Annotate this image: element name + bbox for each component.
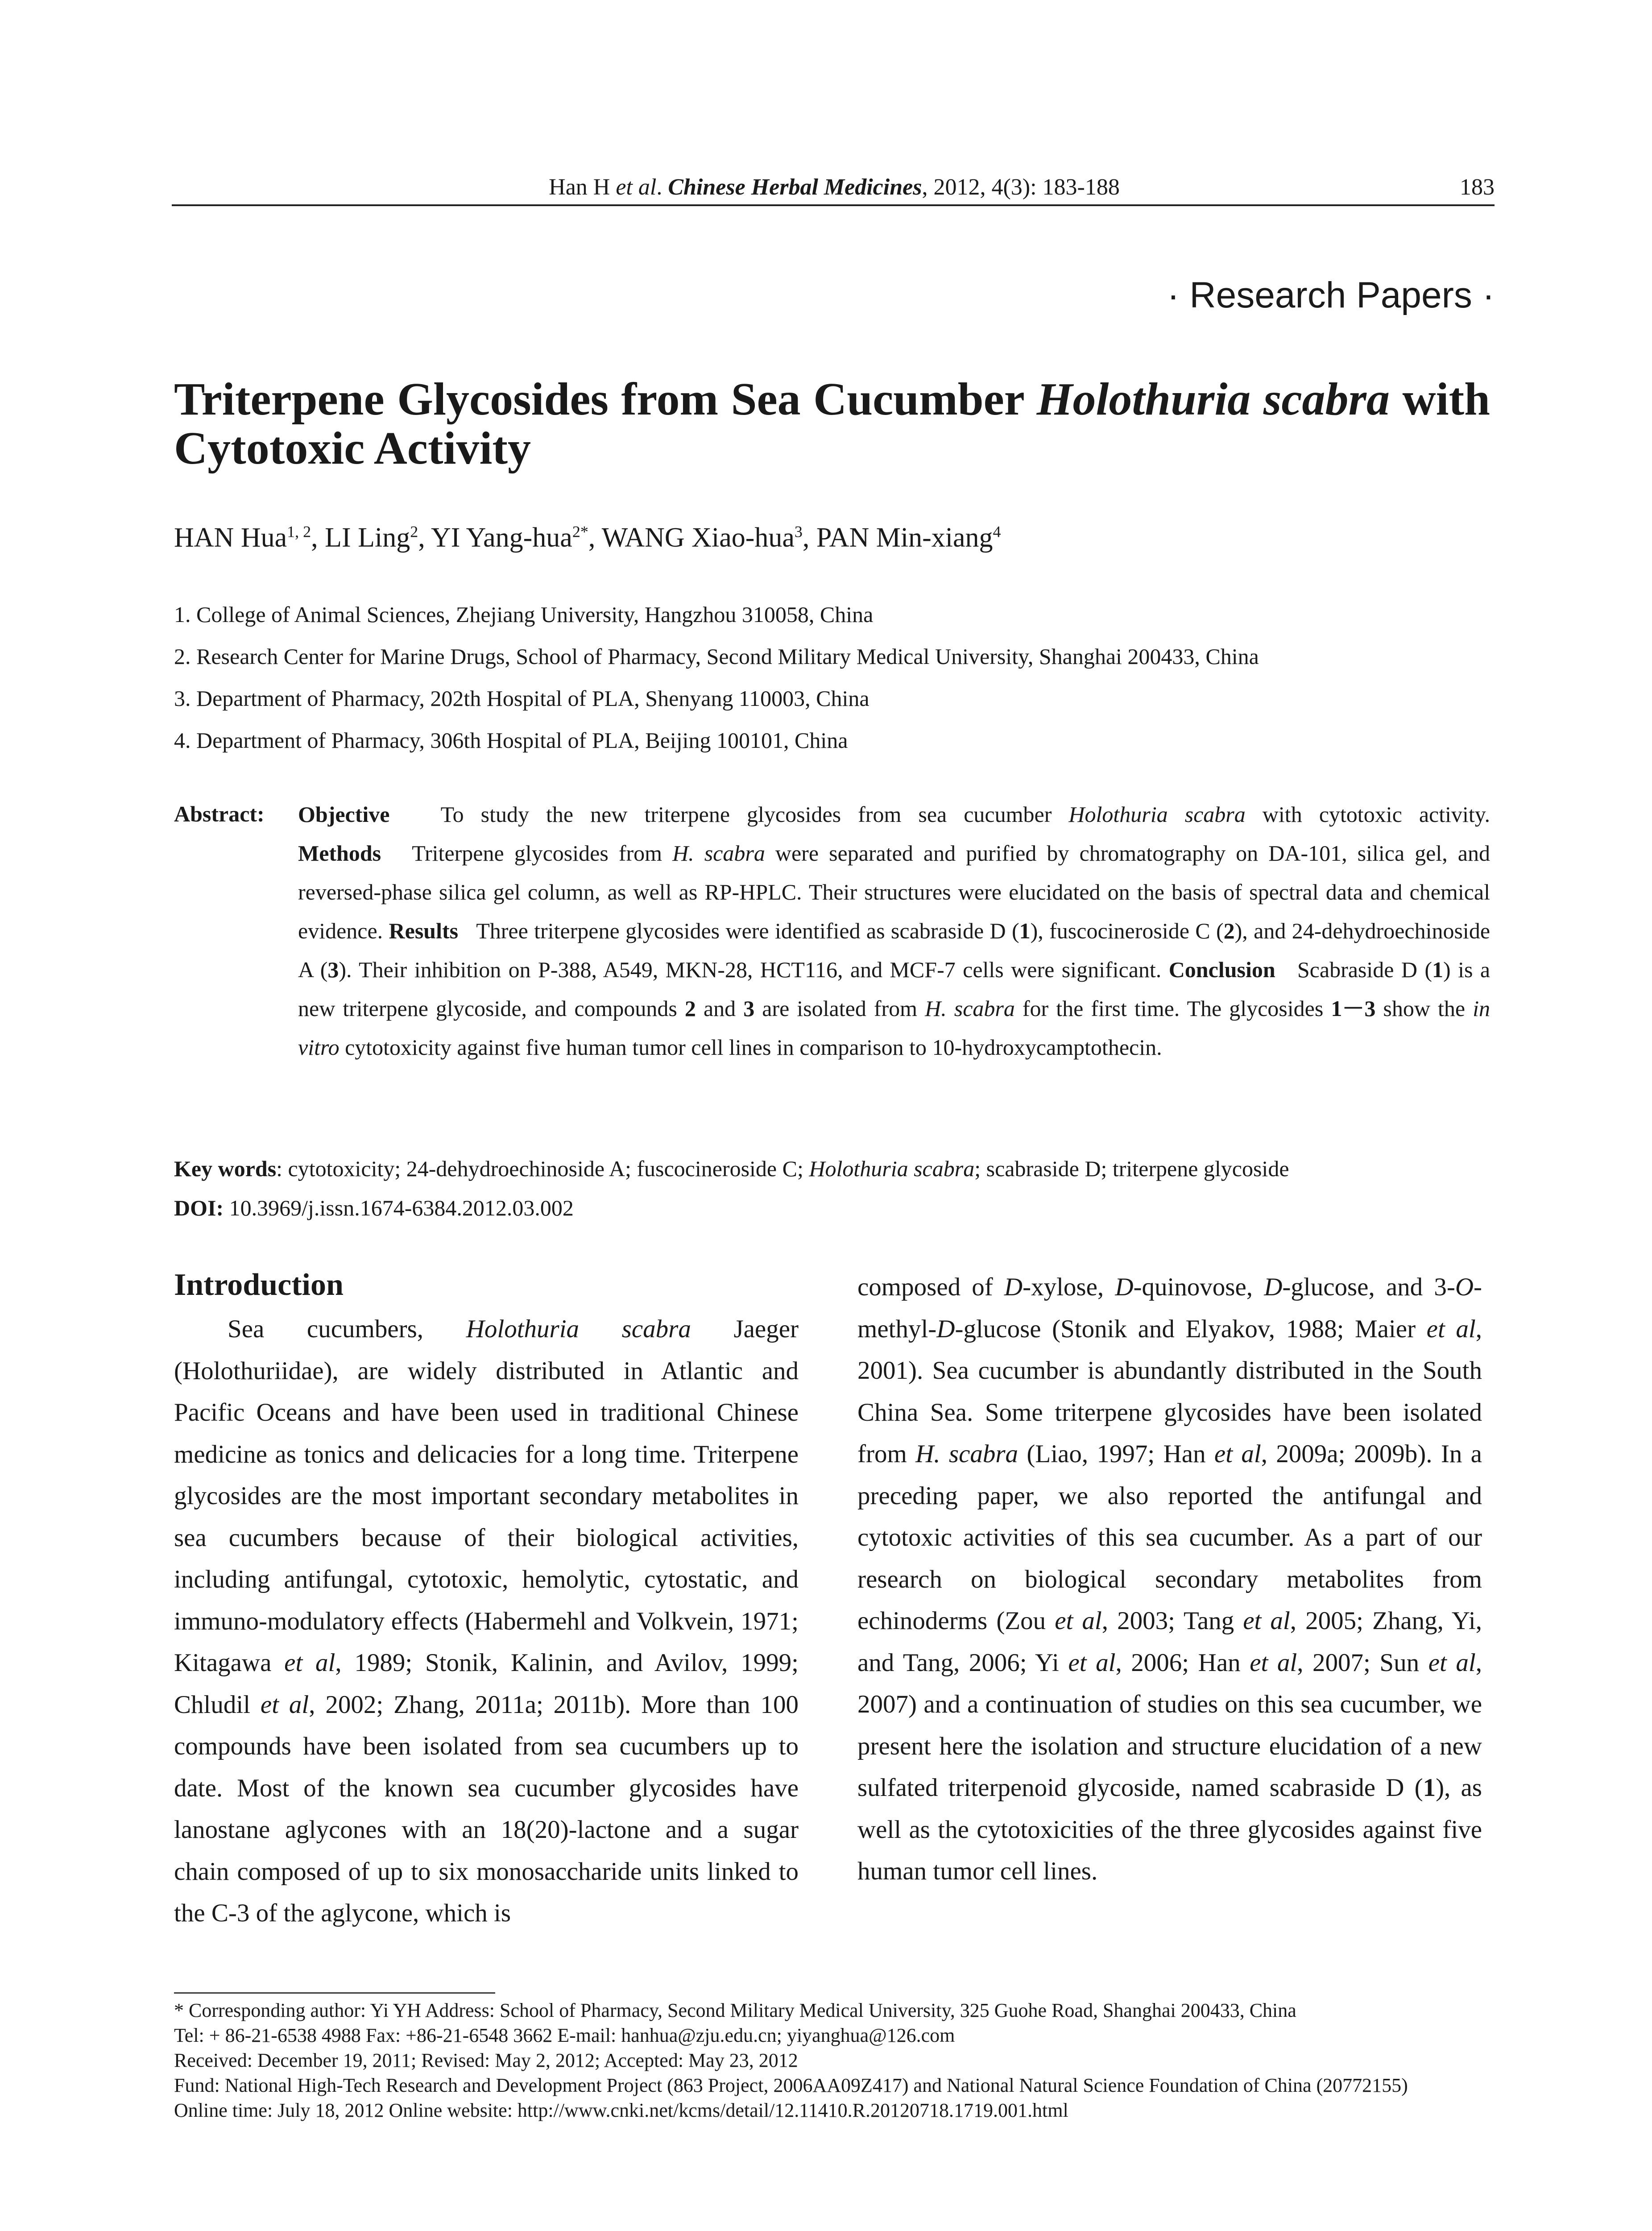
intro-paragraph bbox=[174, 1308, 799, 1934]
species-name: Holothuria scabra bbox=[809, 1156, 975, 1181]
affiliation: 1. College of Animal Sciences, Zhejiang University, Hangzhou 310058, China bbox=[174, 602, 874, 627]
doi-line bbox=[174, 1188, 1490, 1227]
et-al: et al bbox=[1428, 1648, 1476, 1677]
affiliation: 3. Department of Pharmacy, 202th Hospital of PLA, Shenyang 110003, China bbox=[174, 686, 869, 711]
citation-author: Han H bbox=[549, 174, 616, 200]
body-text: Jaeger (Holothuriidae), are widely distributed in Atlantic and Pacific Oceans and have been used in traditional Chinese medicine as tonics and delicacies for a long time. Triterpene glycosides are the most important secondary metabolites in sea cucumbers because of their biological activities, including antifungal, cytotoxic, hemolytic, cytostatic, and immuno-modulatory effects (Habermehl and Volkvein, 1971; Kitagawa bbox=[174, 1315, 799, 1677]
title-species: Holothuria scabra bbox=[1036, 373, 1390, 425]
title-text-2: with Cytotoxic Activity bbox=[174, 373, 1490, 474]
abstract-text: were separated and purified by chromatography on DA-101, silica gel, and reversed-phase silica gel column, as well as RP-HPLC. Their structures were elucidated on the basis of spectral data and chemical evidence. bbox=[298, 841, 1490, 943]
body-text: ), as well as the cytotoxicities of the three glycosides against five human tumor cell lines. bbox=[857, 1774, 1482, 1885]
author-name: WANG Xiao-hua bbox=[601, 523, 795, 553]
body-text: (Liao, 1997; Han bbox=[1018, 1440, 1214, 1468]
locant: O bbox=[1455, 1273, 1474, 1301]
stereo-prefix: D bbox=[1115, 1273, 1134, 1301]
author bbox=[325, 523, 431, 553]
compound-number: 1 bbox=[1423, 1774, 1436, 1802]
compound-number: 1 bbox=[1432, 957, 1444, 982]
doi-value: 10.3969/j.issn.1674-6384.2012.03.002 bbox=[224, 1195, 574, 1220]
compound-number: 3 bbox=[327, 957, 339, 982]
intro-right-column bbox=[857, 1266, 1482, 1892]
keywords-label: Key words bbox=[174, 1156, 277, 1181]
abstract-text: Scabraside D ( bbox=[1297, 957, 1433, 982]
citation-line bbox=[174, 174, 1495, 200]
et-al: et al bbox=[1243, 1607, 1290, 1635]
body-text: , 2007) and a continuation of studies on this sea cucumber, we present here the isolation and structure elucidation of a new sulfated triterpenoid glycoside, named scabraside D ( bbox=[857, 1648, 1482, 1802]
keywords-text: : cytotoxicity; 24-dehydroechinoside A; fuscocineroside C; bbox=[276, 1156, 809, 1181]
citation-etal: et al bbox=[616, 174, 657, 200]
body-text: Sea cucumbers, bbox=[228, 1315, 466, 1343]
author-sep: , bbox=[802, 523, 816, 553]
et-al: et al bbox=[284, 1649, 335, 1677]
title-text-1: Triterpene Glycosides from Sea Cucumber bbox=[174, 373, 1037, 425]
author bbox=[602, 523, 816, 553]
page-number: 183 bbox=[1460, 174, 1495, 200]
corresponding-author: * Corresponding author: Yi YH Address: School of Pharmacy, Second Military Medical University, 325 Guohe Road, Shanghai 200433, China bbox=[174, 1999, 1296, 2021]
received-dates: Received: December 19, 2011; Revised: May 2, 2012; Accepted: May 23, 2012 bbox=[174, 2049, 798, 2071]
body-text: -glucose (Stonik and Elyakov, 1988; Maier bbox=[955, 1315, 1427, 1343]
compound-number: 2 bbox=[1223, 918, 1235, 943]
abstract-text: are isolated from bbox=[754, 996, 925, 1021]
abstract-text: To study the new triterpene glycosides from sea cucumber bbox=[440, 802, 1069, 827]
header-rule bbox=[172, 204, 1495, 206]
affiliation: 4. Department of Pharmacy, 306th Hospital of PLA, Beijing 100101, China bbox=[174, 728, 848, 753]
abstract-text: ) is a new triterpene glycoside, and compounds bbox=[298, 957, 1491, 1021]
species-name: Holothuria scabra bbox=[1068, 802, 1246, 827]
keywords-line bbox=[174, 1149, 1490, 1188]
author-list bbox=[174, 522, 1490, 554]
author-sep: , bbox=[588, 523, 602, 553]
abstract-text: cytotoxicity against five human tumor cell lines in comparison to 10-hydroxycamptothecin. bbox=[339, 1035, 1162, 1060]
funding: Fund: National High-Tech Research and Development Project (863 Project, 2006AA09Z417) and National Natural Science Foundation of China (20772155) bbox=[174, 2074, 1408, 2096]
author-name: HAN Hua bbox=[174, 523, 287, 553]
compound-number: 3 bbox=[743, 996, 755, 1021]
body-text: -methyl- bbox=[857, 1273, 1482, 1343]
stereo-prefix: D bbox=[1264, 1273, 1283, 1301]
body-text: , 2009a; 2009b). In a preceding paper, we also reported the antifungal and cytotoxic activities of this sea cucumber. As a part of our research on biological secondary metabolites from echinoderms (Zou bbox=[857, 1440, 1482, 1635]
et-al: et al bbox=[260, 1690, 309, 1719]
abstract-text: Three triterpene glycosides were identified as scabraside D ( bbox=[476, 918, 1019, 943]
abstract-text: ), fuscocineroside C ( bbox=[1030, 918, 1224, 943]
author-name: PAN Min-xiang bbox=[816, 523, 993, 553]
body-text: , 2005; Zhang, Yi, and Tang, 2006; Yi bbox=[857, 1607, 1482, 1677]
abstract-text: Triterpene glycosides from bbox=[412, 841, 673, 866]
author bbox=[174, 523, 325, 553]
abstract-text: and bbox=[696, 996, 744, 1021]
author-sep: , bbox=[311, 523, 325, 553]
footnote-rule bbox=[174, 1992, 495, 1994]
author-affil-sup: 4 bbox=[993, 523, 1001, 541]
body-text: -quinovose, bbox=[1133, 1273, 1264, 1301]
body-text: , 2003; Tang bbox=[1101, 1607, 1243, 1635]
author bbox=[431, 523, 602, 553]
paper-title bbox=[174, 375, 1490, 473]
abstract-text: ), and 24-dehydroechinoside A ( bbox=[298, 918, 1491, 982]
keywords-block bbox=[174, 1149, 1490, 1227]
body-text: , 1989; Stonik, Kalinin, and Avilov, 1999; Chludil bbox=[174, 1649, 799, 1719]
journal-name: Chinese Herbal Medicines bbox=[668, 174, 922, 200]
author-name: LI Ling bbox=[325, 523, 410, 553]
species-name: H. scabra bbox=[672, 841, 765, 866]
abstract-body bbox=[298, 795, 1490, 1067]
et-al: et al bbox=[1250, 1648, 1297, 1677]
body-text: , 2006; Han bbox=[1115, 1648, 1250, 1677]
affiliation-list bbox=[174, 593, 1490, 761]
author bbox=[816, 523, 1001, 553]
author-name: YI Yang-hua bbox=[431, 523, 572, 553]
in-vitro-term: in vitro bbox=[298, 996, 1491, 1060]
online-info: Online time: July 18, 2012 Online website: http://www.cnki.net/kcms/detail/12.11410.R.20120718.1719.001.html bbox=[174, 2099, 1068, 2121]
species-name: Holothuria scabra bbox=[466, 1315, 691, 1343]
intro-left-column bbox=[174, 1308, 799, 1934]
abstract-text: with cytotoxic activity. bbox=[1245, 802, 1491, 827]
section-tag: · Research Papers · bbox=[1167, 275, 1495, 315]
affiliation: 2. Research Center for Marine Drugs, School of Pharmacy, Second Military Medical University, Shanghai 200433, China bbox=[174, 644, 1259, 669]
citation-volume: , 2012, 4(3): 183-188 bbox=[922, 174, 1120, 200]
results-label: Results bbox=[389, 918, 459, 943]
author-affil-sup: 1, 2 bbox=[287, 523, 311, 541]
intro-paragraph-continued bbox=[857, 1266, 1482, 1892]
body-text: -glucose, and 3- bbox=[1282, 1273, 1455, 1301]
keywords-text: ; scabraside D; triterpene glycoside bbox=[974, 1156, 1289, 1181]
abstract-label: Abstract: bbox=[174, 801, 265, 826]
et-al: et al bbox=[1055, 1607, 1102, 1635]
stereo-prefix: D bbox=[936, 1315, 955, 1343]
author-affil-sup: 2 bbox=[410, 523, 418, 541]
contact-info: Tel: + 86-21-6538 4988 Fax: +86-21-6548 3662 E-mail: hanhua@zju.edu.cn; yiyanghua@126.com bbox=[174, 2024, 955, 2046]
species-name: H. scabra bbox=[915, 1440, 1019, 1468]
abstract-text: for the first time. The glycosides bbox=[1014, 996, 1331, 1021]
methods-label: Methods bbox=[298, 841, 381, 866]
introduction-heading: Introduction bbox=[174, 1268, 344, 1302]
body-text: -xylose, bbox=[1023, 1273, 1115, 1301]
abstract-text: show the bbox=[1375, 996, 1473, 1021]
author-affil-sup: 3 bbox=[794, 523, 803, 541]
objective-label: Objective bbox=[298, 802, 390, 827]
footnotes bbox=[174, 1998, 1490, 2123]
body-text: composed of bbox=[857, 1273, 1004, 1301]
citation-separator: . bbox=[656, 174, 668, 200]
compound-range: 1－3 bbox=[1331, 996, 1376, 1021]
et-al: et al bbox=[1214, 1440, 1261, 1468]
author-affil-sup: 2* bbox=[572, 523, 588, 541]
author-sep: , bbox=[418, 523, 431, 553]
stereo-prefix: D bbox=[1004, 1273, 1023, 1301]
conclusion-label: Conclusion bbox=[1168, 957, 1275, 982]
body-text: , 2002; Zhang, 2011a; 2011b). More than 100 compounds have been isolated from sea cucumbers up to date. Most of the known sea cucumber glycosides have lanostane aglycones with an 18(20)-lactone and a sugar chain composed of up to six monosaccharide units linked to the C-3 of the aglycone, which is bbox=[174, 1690, 799, 1927]
et-al: et al bbox=[1426, 1315, 1476, 1343]
body-text: , 2007; Sun bbox=[1297, 1648, 1428, 1677]
running-header bbox=[174, 170, 1495, 210]
species-name: H. scabra bbox=[925, 996, 1015, 1021]
compound-number: 2 bbox=[684, 996, 696, 1021]
compound-number: 1 bbox=[1019, 918, 1031, 943]
doi-label: DOI: bbox=[174, 1195, 224, 1220]
et-al: et al bbox=[1068, 1648, 1116, 1677]
body-text: , 2001). Sea cucumber is abundantly distributed in the South China Sea. Some triterpene glycosides have been isolated from bbox=[857, 1315, 1482, 1468]
abstract-text: ). Their inhibition on P-388, A549, MKN-28, HCT116, and MCF-7 cells were significant. bbox=[339, 957, 1162, 982]
